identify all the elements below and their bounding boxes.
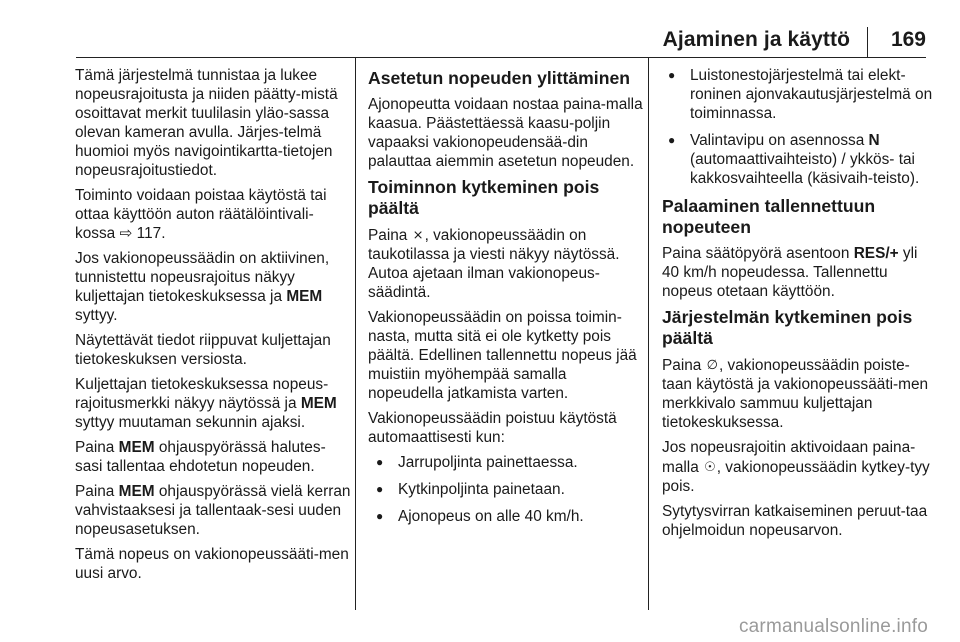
paragraph: Ajonopeutta voidaan nostaa paina-malla kaasua. Päästettäessä kaasu-poljin vapaaksi vakionopeudensää-din palauttaa aiemmin asetetun nopeuden. <box>368 96 643 170</box>
paragraph <box>662 355 938 432</box>
paragraph-text: Toiminto voidaan poistaa käytöstä tai ottaa käyttöön auton räätälöintivali-kossa <box>75 187 327 242</box>
paragraph <box>75 375 351 432</box>
paragraph: Näytettävät tiedot riippuvat kuljettajan tietokeskuksen versiosta. <box>75 332 331 368</box>
mem-label: MEM <box>300 395 337 412</box>
paragraph: Tämä nopeus on vakionopeussääti-men uusi arvo. <box>75 546 349 582</box>
column-1 <box>75 66 351 589</box>
paragraph <box>368 225 644 302</box>
section-heading: Järjestelmän kytkeminen pois päältä <box>662 307 913 348</box>
paragraph <box>75 482 351 539</box>
mem-label: MEM <box>118 439 155 456</box>
page-number: 169 <box>890 28 926 51</box>
watermark: carmanualsonline.info <box>738 616 928 637</box>
paragraph: Vakionopeussäädin on poissa toimin-nasta, mutta sitä ei ole kytketty pois päältä. Edellinen tallennettu nopeus jää muistiin myöhempää samalla nopeudella jatkamista varten. <box>368 309 637 402</box>
gear-label: N <box>868 132 880 149</box>
section-heading: Palaaminen tallennettuun nopeuteen <box>662 196 876 237</box>
list-item: ● Luistonestojärjestelmä tai elekt-roninen ajonvakautusjärjestelmä on toiminnassa. <box>662 66 938 123</box>
list-item: ● Jarrupoljinta painettaessa. <box>368 453 644 472</box>
paragraph <box>75 438 351 476</box>
paragraph-text: Kuljettajan tietokeskuksessa nopeus-rajoitusmerkki näkyy näytössä ja <box>75 376 329 412</box>
paragraph <box>75 186 351 243</box>
paragraph-text: ohjauspyörässä vielä kerran vahvistaaksesi ja tallentaak-sesi uuden nopeusasetuksen. <box>75 483 351 538</box>
paragraph: Tämä järjestelmä tunnistaa ja lukee nopeusrajoitusta ja niiden päätty-mistä osoittavat merkit tuulilasin yläo-sassa olevan kameran avulla. Järjes-telmä huomioi myös navigointikartta-tietojen nopeusrajoitustiedot. <box>75 67 338 179</box>
chapter-title: Ajaminen ja käyttö <box>662 28 850 51</box>
paragraph-text: Paina <box>662 357 702 374</box>
header-rule <box>76 57 926 58</box>
column-3 <box>662 66 938 546</box>
list-item: ● Kytkinpoljinta painetaan. <box>368 480 644 499</box>
paragraph-text: syttyy muutaman sekunnin ajaksi. <box>75 414 306 431</box>
bullet-list <box>368 453 644 526</box>
paragraph-text: Jos nopeusrajoitin aktivoidaan paina-malla <box>662 439 916 476</box>
paragraph-text: , vakionopeussäädin kytkey-tyy pois. <box>662 459 930 495</box>
paragraph-text: ohjauspyörässä halutes-sasi tallentaa ehdotetun nopeuden. <box>75 439 326 475</box>
list-item: ● Ajonopeus on alle 40 km/h. <box>368 507 644 526</box>
list-item-text: (automaattivaihteisto) / ykkös- tai kakkosvaihteella (käsivaih-teisto). <box>690 151 920 187</box>
paragraph-text: Paina <box>368 227 408 244</box>
section-heading: Toiminnon kytkeminen pois päältä <box>368 177 600 218</box>
paragraph-text: Paina <box>75 439 115 456</box>
paragraph-text: Paina säätöpyörä asentoon <box>662 245 850 262</box>
paragraph-text: , vakionopeussäädin on taukotilassa ja viesti näkyy näytössä. Autoa ajetaan ilman vakionopeus-säädintä. <box>368 227 620 301</box>
paragraph-text: Jos vakionopeussäädin on aktiivinen, tunnistettu nopeusrajoitus näkyy kuljettajan tietokeskuksessa ja <box>75 250 330 305</box>
bullet-list <box>662 66 938 188</box>
column-divider-2 <box>648 58 649 610</box>
list-item-text: Valintavipu on asennossa <box>690 132 865 149</box>
cruise-off-icon: ∅ <box>706 357 718 372</box>
paragraph: Sytytysvirran katkaiseminen peruut-taa ohjelmoidun nopeusarvon. <box>662 503 928 539</box>
header-divider <box>867 27 868 58</box>
mem-label: MEM <box>118 483 155 500</box>
res-label: RES/+ <box>853 245 899 262</box>
mem-label: MEM <box>286 288 323 305</box>
paragraph-text: , vakionopeussäädin poiste-taan käytöstä ja vakionopeussääti-men merkkivalo sammuu kuljettajan tietokeskuksessa. <box>662 357 929 431</box>
right-arrow-icon[interactable]: ⇨ 117. <box>119 225 166 242</box>
paragraph <box>662 244 938 301</box>
paragraph-text: yli 40 km/h nopeudessa. Tallennettu nopeus otetaan käyttöön. <box>662 245 918 300</box>
speed-limiter-icon: ☉ <box>704 459 716 474</box>
section-heading: Asetetun nopeuden ylittäminen <box>368 68 630 88</box>
list-item <box>662 131 938 188</box>
paragraph-text: Paina <box>75 483 115 500</box>
paragraph: Vakionopeussäädin poistuu käytöstä automaattisesti kun: <box>368 410 617 446</box>
paragraph-text: syttyy. <box>75 307 118 324</box>
column-divider-1 <box>355 58 356 610</box>
paragraph <box>662 438 938 496</box>
page-header <box>0 0 960 58</box>
cruise-pause-icon: ⨯ <box>412 227 424 242</box>
column-2 <box>368 66 644 534</box>
paragraph <box>75 249 351 325</box>
